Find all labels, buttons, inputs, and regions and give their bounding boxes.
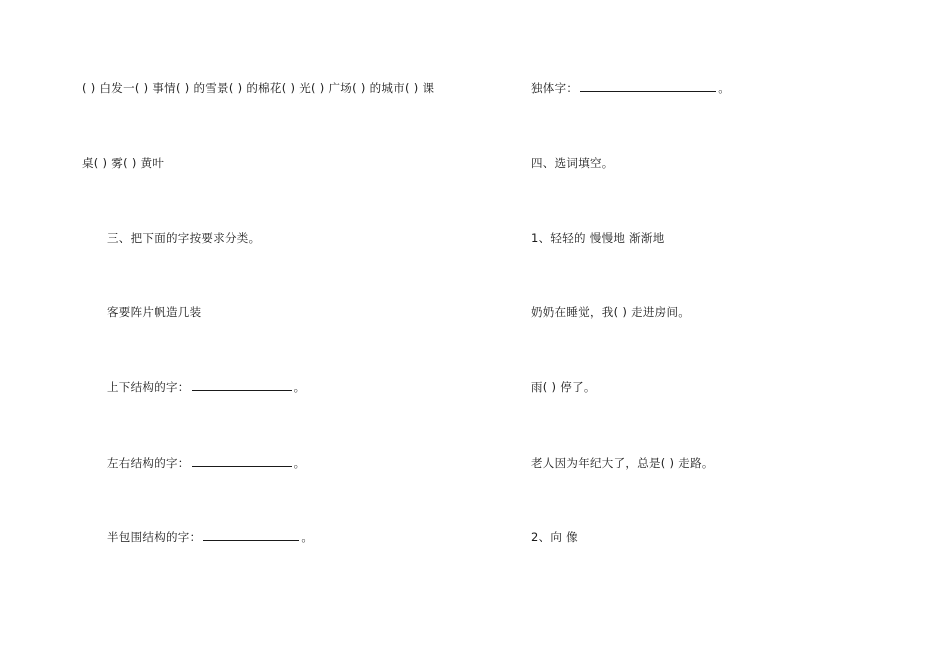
question-1-sentence-3: 老人因为年纪大了，总是( ) 走路。: [531, 456, 714, 470]
left-right-structure-label: 左右结构的字：: [107, 456, 190, 470]
question-1-word-choices: 1、轻轻的 慢慢地 渐渐地: [531, 231, 665, 245]
half-surround-structure-label: 半包围结构的字：: [107, 530, 202, 544]
fill-in-line-1: ( ) 白发一( ) 事情( ) 的雪景( ) 的棉花( ) 光( ) 广场( ) 的城市( ) 课: [82, 81, 435, 95]
left-right-structure-item: [107, 455, 305, 471]
section-4-title: 四、选词填空。: [531, 156, 614, 170]
question-1-sentence-2: 雨( ) 停了。: [531, 380, 596, 394]
fill-in-line-2: 桌( ) 雾( ) 黄叶: [82, 156, 165, 170]
single-structure-answer-blank[interactable]: [580, 80, 716, 92]
period: 。: [718, 81, 731, 95]
section-3-title: 三、把下面的字按要求分类。: [107, 231, 261, 245]
single-structure-item: [531, 80, 730, 96]
single-structure-label: 独体字：: [531, 81, 579, 95]
up-down-structure-item: [107, 379, 305, 395]
up-down-structure-label: 上下结构的字：: [107, 380, 190, 394]
section-3-characters: 客要阵片帆造几装: [107, 305, 202, 319]
period: 。: [301, 530, 314, 544]
question-1-sentence-1: 奶奶在睡觉，我( ) 走进房间。: [531, 305, 691, 319]
half-surround-answer-blank[interactable]: [203, 529, 299, 541]
half-surround-structure-item: [107, 529, 313, 545]
period: 。: [293, 456, 306, 470]
left-right-answer-blank[interactable]: [192, 455, 292, 467]
period: 。: [293, 380, 306, 394]
up-down-answer-blank[interactable]: [192, 379, 292, 391]
question-2-word-choices: 2、向 像: [531, 530, 578, 544]
